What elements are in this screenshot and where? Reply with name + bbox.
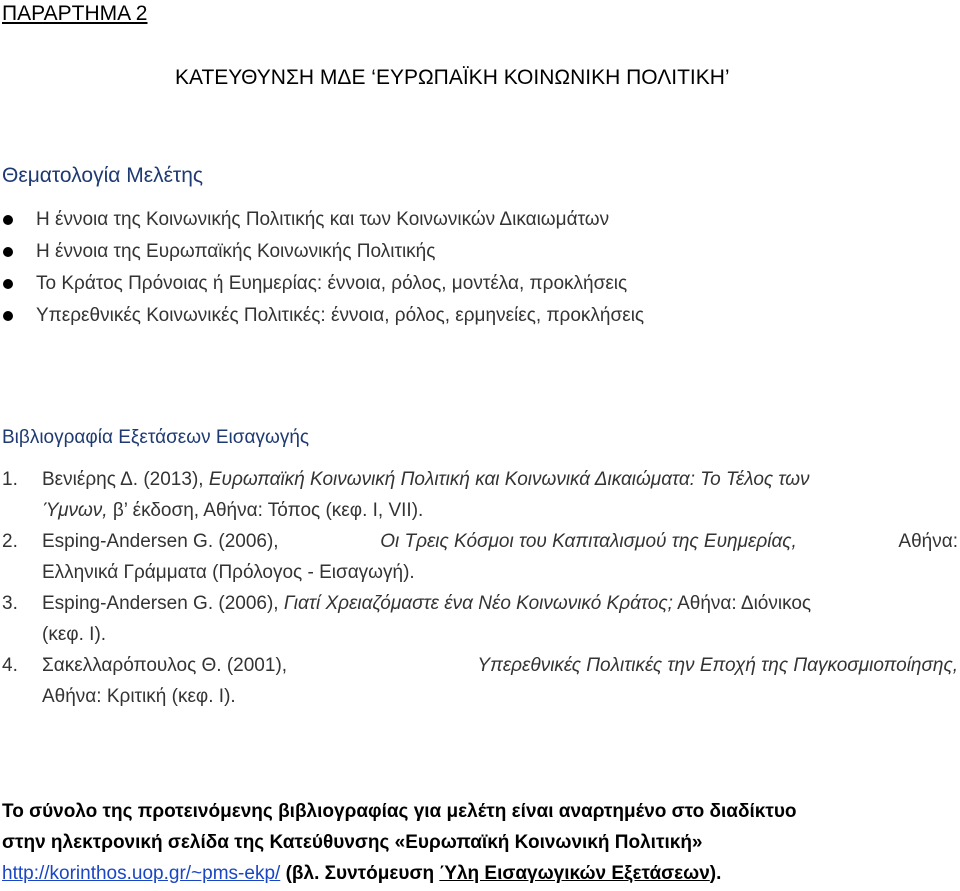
- note-line-2: στην ηλεκτρονική σελίδα της Κατεύθυνσης «Ευρωπαϊκή Κοινωνική Πολιτική»: [2, 832, 703, 853]
- reference-publisher: Αθήνα: Διόνικος: [677, 593, 812, 614]
- note-shortcut-name: Ύλη Εισαγωγικών Εξετάσεων: [439, 863, 710, 884]
- bullet-icon: [3, 279, 13, 289]
- reference-item: [2, 650, 958, 712]
- reference-author: Esping-Andersen G. (2006),: [42, 593, 279, 614]
- reference-author: Esping-Andersen G. (2006),: [42, 531, 279, 552]
- reference-publisher: Αθήνα:: [898, 531, 958, 552]
- bullet-icon: [3, 247, 13, 257]
- reference-details: β’ έκδοση, Αθήνα: Τόπος (κεφ. I, VII).: [112, 500, 424, 521]
- reference-number: 3.: [2, 593, 18, 614]
- topic-text: Υπερεθνικές Κοινωνικές Πολιτικές: έννοια, ρόλος, ερμηνείες, προκλήσεις: [36, 305, 645, 326]
- reference-title: Γιατί Χρειαζόμαστε ένα Νέο Κοινωνικό Κράτος;: [283, 593, 673, 614]
- bibliography-heading: Βιβλιογραφία Εξετάσεων Εισαγωγής: [2, 427, 310, 448]
- reference-details: Αθήνα: Κριτική (κεφ. I).: [42, 686, 236, 707]
- reference-title: Οι Τρεις Κόσμοι του Καπιταλισμού της Ευημερίας,: [380, 531, 797, 552]
- reference-number: 2.: [2, 531, 18, 552]
- reference-details: (κεφ. I).: [42, 624, 107, 645]
- topics-heading: Θεματολογία Μελέτης: [2, 164, 204, 187]
- topic-text: Το Κράτος Πρόνοιας ή Ευημερίας: έννοια, ρόλος, μοντέλα, προκλήσεις: [36, 273, 628, 294]
- note-line-1: Το σύνολο της προτεινόμενης βιβλιογραφίας για μελέτη είναι αναρτημένο στο διαδίκτυο: [2, 801, 797, 822]
- note-end: ).: [709, 863, 722, 884]
- program-website-link[interactable]: http://korinthos.uop.gr/~pms-ekp/: [2, 863, 281, 884]
- reference-details: Ελληνικά Γράμματα (Πρόλογος - Εισαγωγή).: [42, 562, 415, 583]
- reference-title-continued: Ύμνων,: [42, 500, 108, 521]
- bullet-icon: [3, 311, 13, 321]
- topic-text: Η έννοια της Κοινωνικής Πολιτικής και των Κοινωνικών Δικαιωμάτων: [36, 209, 610, 230]
- reference-author: Βενιέρης Δ. (2013),: [42, 469, 204, 490]
- note-shortcut-prefix: (βλ. Συντόμευση: [285, 863, 435, 884]
- reference-number: 1.: [2, 469, 18, 490]
- reference-title: Ευρωπαϊκή Κοινωνική Πολιτική και Κοινωνικά Δικαιώματα: Το Τέλος των: [208, 469, 810, 490]
- topic-text: Η έννοια της Ευρωπαϊκής Κοινωνικής Πολιτικής: [36, 241, 436, 262]
- availability-note: [2, 796, 958, 889]
- reference-item: [2, 526, 958, 588]
- reference-number: 4.: [2, 655, 18, 676]
- main-heading: ΚΑΤΕΥΘΥΝΣΗ ΜΔΕ ‘ΕΥΡΩΠΑΪΚΗ ΚΟΙΝΩΝΙΚΗ ΠΟΛΙΤΙΚΗ’: [175, 66, 730, 89]
- appendix-title: ΠΑΡΑΡΤΗΜΑ 2: [2, 2, 148, 25]
- reference-item: [2, 588, 958, 650]
- reference-title: Υπερεθνικές Πολιτικές την Εποχή της Παγκοσμιοποίησης,: [477, 655, 958, 676]
- reference-item: [2, 464, 958, 526]
- bullet-icon: [3, 215, 13, 225]
- reference-author: Σακελλαρόπουλος Θ. (2001),: [42, 655, 288, 676]
